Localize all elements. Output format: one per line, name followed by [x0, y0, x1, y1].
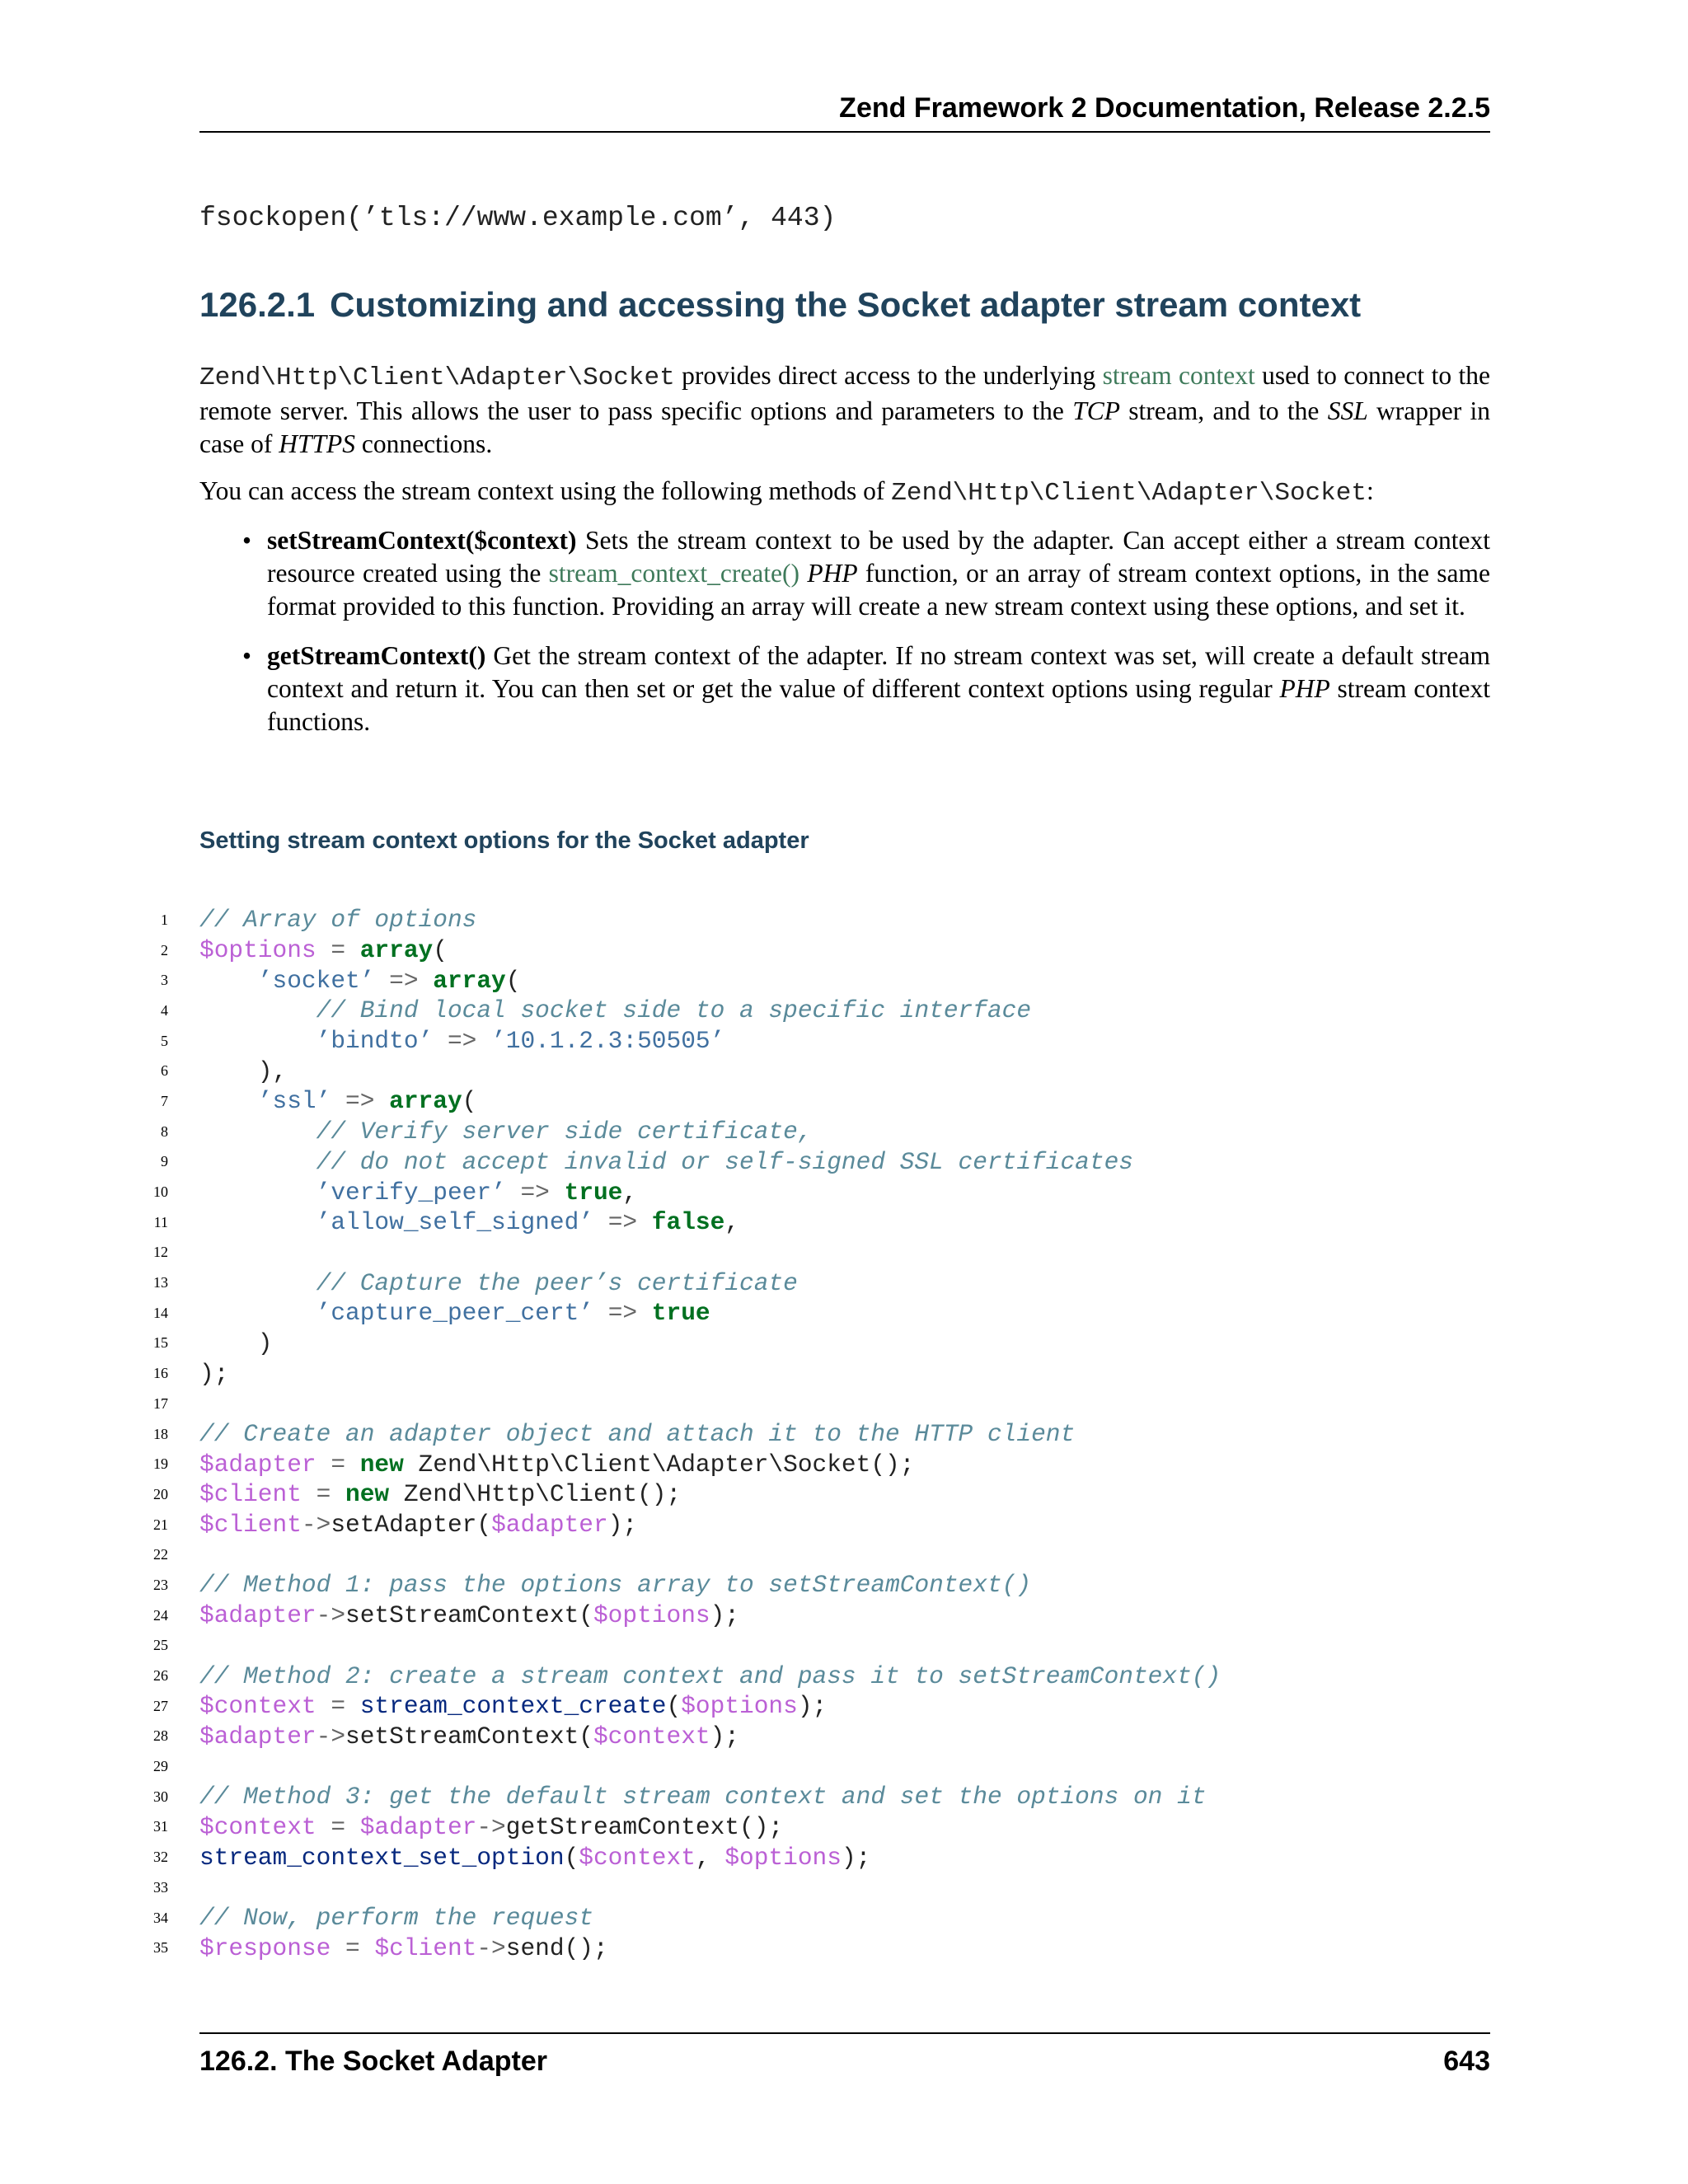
stream-context-create-link[interactable]: stream_context_create(): [548, 559, 799, 588]
code-block: [132, 905, 1500, 1963]
code-line: [132, 1207, 1500, 1238]
https-term: HTTPS: [279, 429, 355, 458]
line-number: 13: [153, 1274, 168, 1291]
footer-section: 126.2. The Socket Adapter: [199, 2046, 548, 2077]
php-term: PHP: [807, 559, 858, 588]
line-number: 35: [153, 1939, 168, 1957]
line-number: 19: [153, 1455, 168, 1473]
access-text: You can access the stream context using the following methods of: [199, 476, 892, 505]
code-text: ),: [199, 1057, 288, 1085]
intro-text: wrapper in case of: [199, 396, 1490, 458]
code-text: ’capture_peer_cert’ => true: [316, 1299, 710, 1328]
code-text: $client = new Zend\Http\Client();: [199, 1480, 682, 1509]
line-number: 27: [153, 1697, 168, 1714]
line-number: 17: [153, 1394, 168, 1412]
code-line: [132, 1933, 1500, 1963]
code-line: [132, 1419, 1500, 1450]
class-name: Zend\Http\Client\Adapter\Socket: [891, 479, 1367, 508]
line-number: 11: [153, 1213, 168, 1230]
code-line: [132, 1782, 1500, 1812]
code-text: $options = array(: [199, 936, 448, 965]
example-title: Setting stream context options for the Socket adapter: [199, 827, 809, 854]
code-line: [132, 1691, 1500, 1722]
code-text: ): [199, 1329, 273, 1357]
code-line: [132, 1449, 1500, 1479]
line-number: 6: [161, 1062, 168, 1080]
line-number: 20: [153, 1485, 168, 1502]
code-line: [132, 935, 1500, 966]
line-number: 7: [161, 1092, 168, 1109]
line-number: 29: [153, 1758, 168, 1775]
code-line: [132, 1510, 1500, 1540]
line-number: 21: [153, 1516, 168, 1533]
code-text: ’ssl’ => array(: [257, 1087, 477, 1116]
stream-context-link[interactable]: stream context: [1102, 361, 1255, 390]
line-number: 16: [153, 1365, 168, 1382]
method-desc: Sets the stream context to be used by the adapter. Can accept either a stream context resource created using the: [267, 526, 1490, 588]
line-number: 2: [161, 941, 168, 958]
line-number: 22: [153, 1546, 168, 1563]
code-line: [132, 1117, 1500, 1147]
code-line: [132, 905, 1500, 935]
line-number: 31: [153, 1818, 168, 1835]
intro-text: connections.: [354, 429, 493, 458]
code-line: [132, 1056, 1500, 1086]
line-number: 10: [153, 1183, 168, 1201]
code-line: [132, 1086, 1500, 1117]
list-item: [199, 640, 1490, 738]
bullet-icon: •: [242, 641, 252, 670]
page-number: 643: [1443, 2046, 1490, 2077]
code-line: [132, 1812, 1500, 1843]
line-number: 26: [153, 1667, 168, 1685]
page-footer: [199, 2032, 1490, 2078]
code-text: $adapter->setStreamContext($context);: [199, 1722, 740, 1750]
running-header: Zend Framework 2 Documentation, Release 2.2.5: [199, 92, 1490, 133]
method-list: [199, 524, 1490, 755]
line-number: 1: [161, 911, 168, 928]
code-text: $adapter->setStreamContext($options);: [199, 1601, 740, 1630]
ssl-term: SSL: [1327, 396, 1368, 425]
line-number: 12: [153, 1244, 168, 1261]
code-line: [132, 1661, 1500, 1691]
method-desc: Get the stream context of the adapter. If no stream context was set, will create a default stream context and return it. You can then set or get the value of different context options using regular: [267, 641, 1490, 703]
code-line: [132, 1268, 1500, 1298]
php-term: PHP: [1279, 674, 1330, 703]
intro-paragraph: [199, 359, 1490, 461]
code-line: [132, 1026, 1500, 1057]
code-line: [132, 1177, 1500, 1207]
access-colon: :: [1366, 476, 1374, 505]
line-number: 33: [153, 1878, 168, 1896]
code-text: ’verify_peer’ => true,: [316, 1178, 638, 1207]
code-text: $context = $adapter->getStreamContext();: [199, 1812, 784, 1841]
line-number: 14: [153, 1304, 168, 1321]
list-item: [199, 524, 1490, 623]
code-line: [132, 1479, 1500, 1510]
section-title: Customizing and accessing the Socket adapter stream context: [330, 285, 1362, 324]
code-text: ’bindto’ => ’10.1.2.3:50505’: [316, 1027, 725, 1056]
code-text: // Capture the peer’s certificate: [316, 1268, 798, 1297]
section-heading: [199, 285, 1361, 325]
line-number: 34: [153, 1909, 168, 1926]
code-text: // Method 1: pass the options array to setStreamContext(): [199, 1571, 1032, 1600]
intro-text: used to connect to the remote server. This allows the user to pass specific options and parameters to the: [199, 361, 1490, 425]
code-line: [132, 1358, 1500, 1389]
line-number: 8: [161, 1122, 168, 1140]
line-number: 28: [153, 1727, 168, 1745]
code-line: [132, 1751, 1500, 1782]
line-number: 18: [153, 1425, 168, 1442]
code-line: [132, 1298, 1500, 1329]
code-text: ’socket’ => array(: [257, 966, 521, 995]
section-number: 126.2.1: [199, 285, 316, 324]
code-text: // Array of options: [199, 906, 477, 935]
code-text: // Now, perform the request: [199, 1904, 593, 1933]
code-line: [132, 1903, 1500, 1933]
intro-text: provides direct access to the underlying: [674, 361, 1103, 390]
code-text: // do not accept invalid or self-signed SSL certificates: [316, 1147, 1133, 1176]
line-number: 23: [153, 1576, 168, 1593]
code-line: [132, 1631, 1500, 1661]
class-name: Zend\Http\Client\Adapter\Socket: [199, 363, 675, 392]
line-number: 32: [153, 1849, 168, 1866]
method-term: getStreamContext(): [267, 641, 486, 670]
line-number: 4: [161, 1001, 168, 1019]
code-text: $context = stream_context_create($options);: [199, 1692, 828, 1721]
code-line: [132, 1389, 1500, 1419]
code-line: [132, 1570, 1500, 1601]
code-text: // Method 2: create a stream context and pass it to setStreamContext(): [199, 1661, 1221, 1690]
code-text: // Bind local socket side to a specific interface: [316, 996, 1032, 1025]
tcp-term: TCP: [1072, 396, 1120, 425]
method-desc: stream context functions.: [267, 674, 1490, 736]
code-line: [132, 1872, 1500, 1903]
method-term: setStreamContext($context): [267, 526, 577, 555]
line-number: 30: [153, 1788, 168, 1805]
code-line: [132, 1329, 1500, 1359]
code-line: [132, 965, 1500, 996]
code-line: [132, 1722, 1500, 1752]
code-text: stream_context_set_option($context, $options);: [199, 1843, 871, 1872]
code-line: [132, 1842, 1500, 1872]
method-desc: function, or an array of stream context options, in the same format provided to this function. Providing an array will create a new stream context using these options, and set it.: [267, 559, 1491, 621]
line-number: 25: [153, 1637, 168, 1654]
line-number: 24: [153, 1606, 168, 1624]
code-snippet-fsockopen: fsockopen(’tls://www.example.com’, 443): [199, 203, 837, 233]
line-number: 3: [161, 972, 168, 989]
code-text: // Create an adapter object and attach it to the HTTP client: [199, 1420, 1076, 1449]
code-line: [132, 1238, 1500, 1268]
code-text: $response = $client->send();: [199, 1933, 608, 1962]
code-text: ’allow_self_signed’ => false,: [316, 1208, 740, 1237]
code-text: // Verify server side certificate,: [316, 1118, 813, 1146]
line-number: 9: [161, 1153, 168, 1170]
code-line: [132, 1601, 1500, 1631]
line-number: 5: [161, 1032, 168, 1049]
code-line: [132, 996, 1500, 1026]
intro-text: stream, and to the: [1119, 396, 1328, 425]
code-text: // Method 3: get the default stream context and set the options on it: [199, 1783, 1207, 1811]
code-line: [132, 1147, 1500, 1178]
code-line: [132, 1540, 1500, 1570]
code-text: $adapter = new Zend\Http\Client\Adapter\Socket();: [199, 1450, 915, 1479]
line-number: 15: [153, 1334, 168, 1352]
access-paragraph: [199, 475, 1490, 510]
code-text: );: [199, 1359, 229, 1388]
code-text: $client->setAdapter($adapter);: [199, 1511, 638, 1540]
bullet-icon: •: [242, 526, 252, 555]
